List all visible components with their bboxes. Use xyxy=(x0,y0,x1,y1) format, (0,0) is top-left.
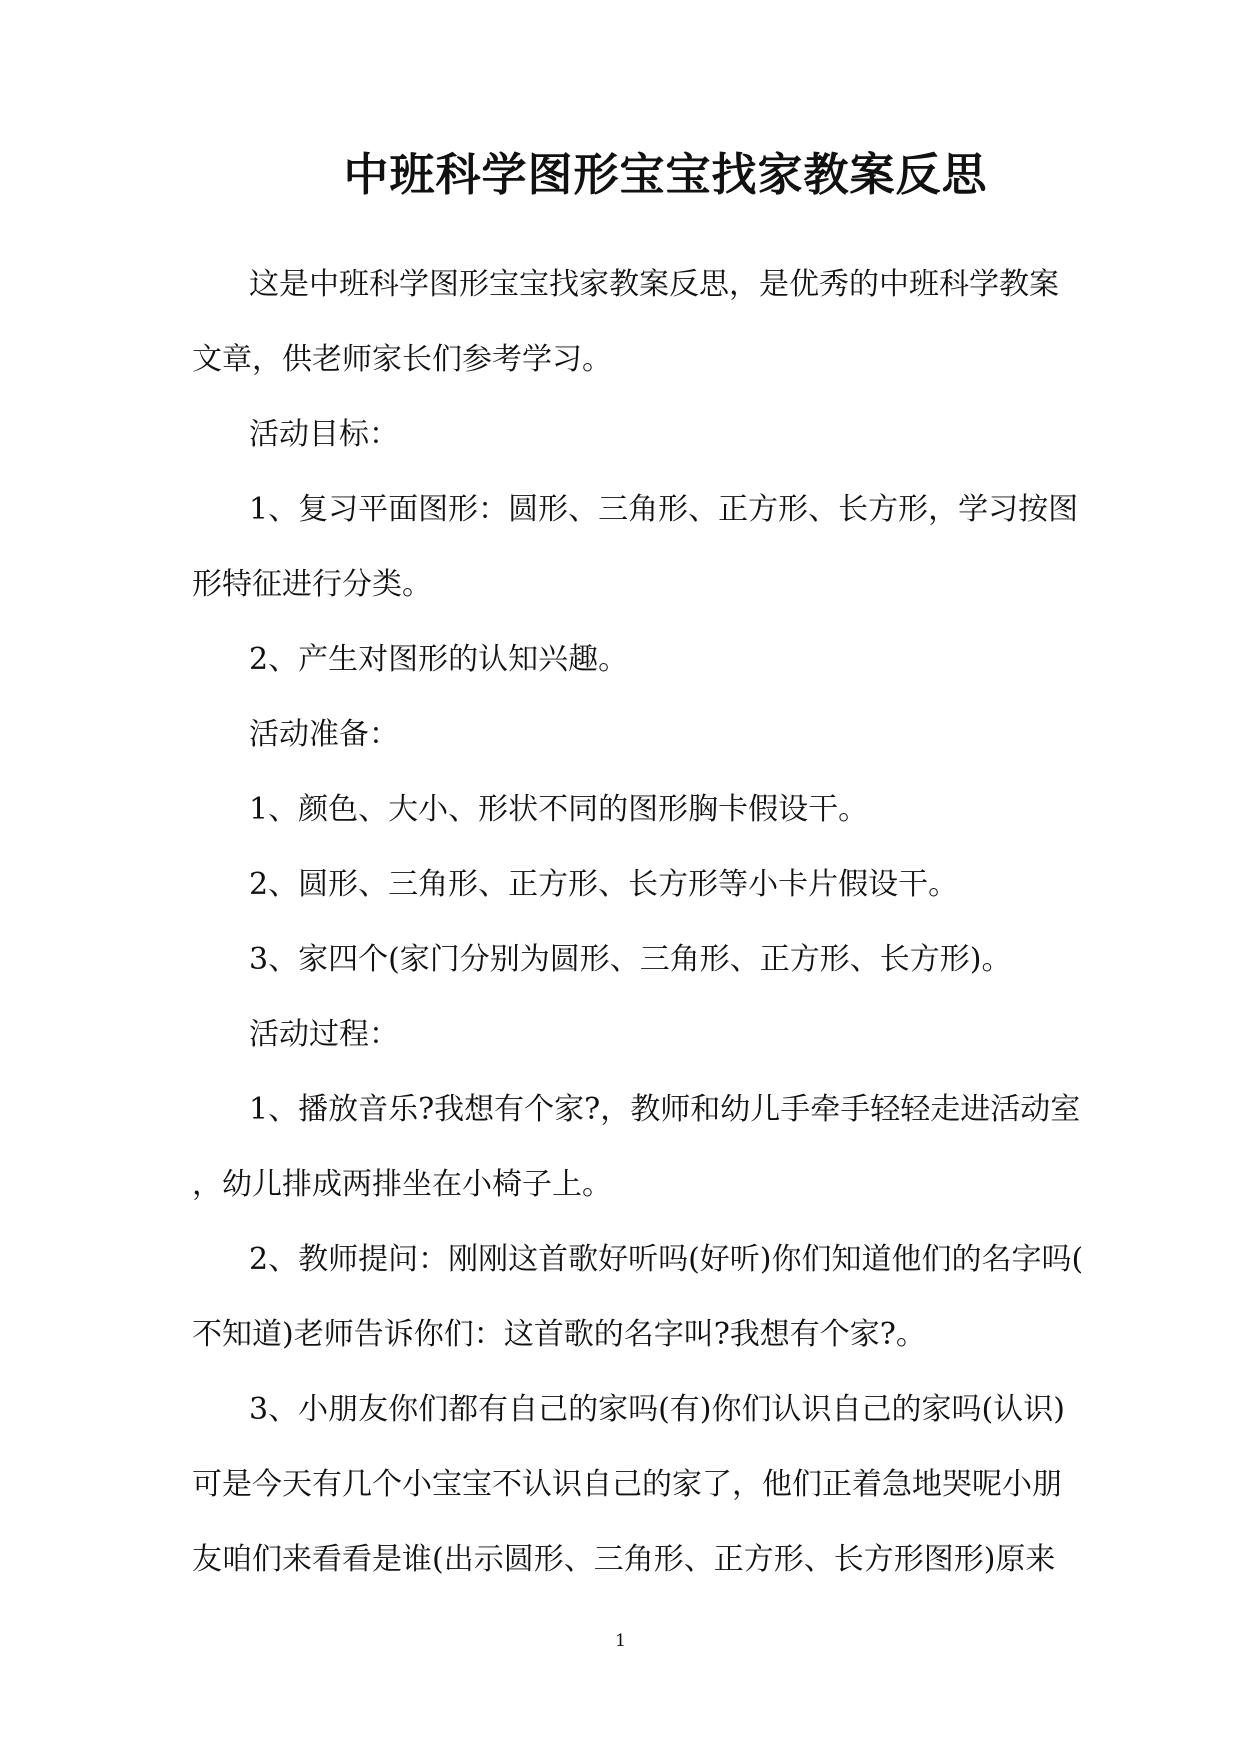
text-line: 1、复习平面图形：圆形、三角形、正方形、长方形，学习按图 xyxy=(249,492,1079,527)
text-line: 可是今天有几个小宝宝不认识自己的家了，他们正着急地哭呢小朋 xyxy=(192,1467,1062,1502)
text-line: ，幼儿排成两排坐在小椅子上。 xyxy=(192,1167,612,1202)
text-line: 2、产生对图形的认知兴趣。 xyxy=(249,642,629,677)
text-line: 3、小朋友你们都有自己的家吗(有)你们认识自己的家吗(认识) xyxy=(249,1392,1065,1427)
text-line: 文章，供老师家长们参考学习。 xyxy=(192,342,612,377)
text-line: 活动准备： xyxy=(249,717,399,752)
text-line: 1、播放音乐?我想有个家?，教师和幼儿手牵手轻轻走进活动室 xyxy=(249,1092,1081,1127)
text-line: 1、颜色、大小、形状不同的图形胸卡假设干。 xyxy=(249,792,869,827)
text-line: 活动目标： xyxy=(249,417,399,452)
document-title: 中班科学图形宝宝找家教案反思 xyxy=(343,148,988,201)
text-line: 友咱们来看看是谁(出示圆形、三角形、正方形、长方形图形)原来 xyxy=(192,1542,1056,1577)
text-line: 2、圆形、三角形、正方形、长方形等小卡片假设干。 xyxy=(249,867,959,902)
text-line: 不知道)老师告诉你们：这首歌的名字叫?我想有个家?。 xyxy=(192,1317,926,1352)
text-line: 形特征进行分类。 xyxy=(192,567,432,602)
page-number: 1 xyxy=(615,1631,626,1651)
text-line: 活动过程： xyxy=(249,1017,399,1052)
text-line: 这是中班科学图形宝宝找家教案反思，是优秀的中班科学教案 xyxy=(249,267,1059,302)
text-line: 3、家四个(家门分别为圆形、三角形、正方形、长方形)。 xyxy=(249,942,1012,977)
text-line: 2、教师提问：刚刚这首歌好听吗(好听)你们知道他们的名字吗( xyxy=(249,1242,1084,1277)
